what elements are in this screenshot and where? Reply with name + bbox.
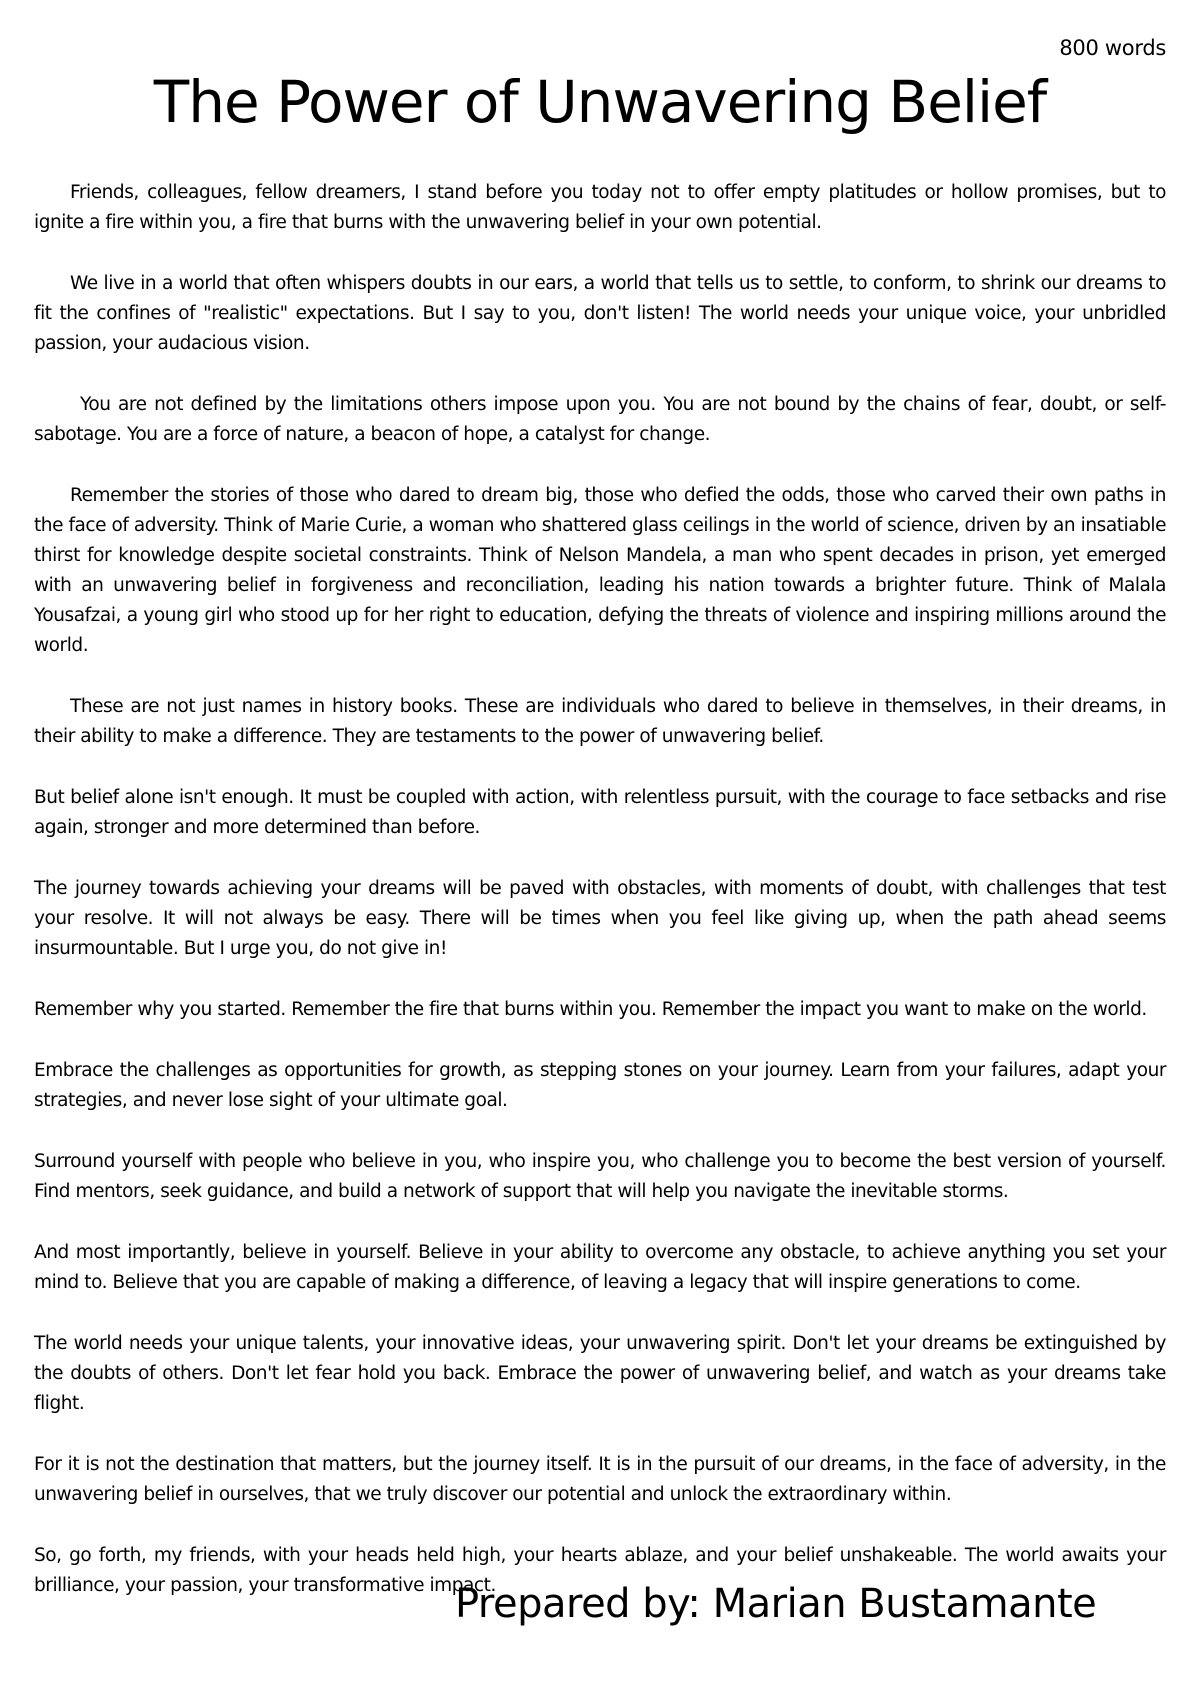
paragraph-14: So, go forth, my friends, with your heads held high, your hearts ablaze, and your belief unshakeable. The world awaits your brilliance, your passion, your transformative impact. [34,1545,1166,1596]
prepared-by: Prepared by: Marian Bustamante [455,1581,1097,1627]
paragraph-2: We live in a world that often whispers doubts in our ears, a world that tells us to settle, to conform, to shrink our dreams to fit the confines of "realistic" expectations. But I say to you, don't listen! The world needs your unique voice, your unbridled passion, your audacious vision. [34,273,1166,354]
paragraph-4: Remember the stories of those who dared to dream big, those who defied the odds, those who carved their own paths in the face of adversity. Think of Marie Curie, a woman who shattered glass ceilings in the world of science, driven by an insatiable thirst for knowledge despite societal constraints. Think of Nelson Mandela, a man who spent decades in prison, yet emerged with an unwavering belief in forgiveness and reconciliation, leading his nation towards a brighter future. Think of Malala Yousafzai, a young girl who stood up for her right to education, defying the threats of violence and inspiring millions around the world. [34,485,1166,656]
word-count: 800 words [1059,36,1166,60]
paragraph-6: But belief alone isn't enough. It must be coupled with action, with relentless pursuit, with the courage to face setbacks and rise again, stronger and more determined than before. [34,787,1166,838]
paragraph-7: The journey towards achieving your dreams will be paved with obstacles, with moments of doubt, with challenges that test your resolve. It will not always be easy. There will be times when you feel like giving up, when the path ahead seems insurmountable. But I urge you, do not give in! [34,878,1166,959]
paragraph-10: Surround yourself with people who believe in you, who inspire you, who challenge you to become the best version of yourself. Find mentors, seek guidance, and build a network of support that will help you navigate the inevitable storms. [34,1151,1166,1202]
paragraph-11: And most importantly, believe in yourself. Believe in your ability to overcome any obstacle, to achieve anything you set your mind to. Believe that you are capable of making a difference, of leaving a legacy that will inspire generations to come. [34,1242,1166,1293]
paragraph-5: These are not just names in history books. These are individuals who dared to believe in themselves, in their dreams, in their ability to make a difference. They are testaments to the power of unwavering belief. [34,696,1166,747]
speech-body [34,178,1166,1632]
paragraph-9: Embrace the challenges as opportunities for growth, as stepping stones on your journey. Learn from your failures, adapt your strategies, and never lose sight of your ultimate goal. [34,1060,1166,1111]
paragraph-3: You are not defined by the limitations others impose upon you. You are not bound by the chains of fear, doubt, or self-sabotage. You are a force of nature, a beacon of hope, a catalyst for change. [34,394,1166,445]
paragraph-1: Friends, colleagues, fellow dreamers, I stand before you today not to offer empty platitudes or hollow promises, but to ignite a fire within you, a fire that burns with the unwavering belief in your own potential. [34,182,1166,233]
document-title: The Power of Unwavering Belief [153,68,1047,136]
paragraph-8: Remember why you started. Remember the fire that burns within you. Remember the impact you want to make on the world. [34,999,1147,1020]
paragraph-12: The world needs your unique talents, your innovative ideas, your unwavering spirit. Don't let your dreams be extinguished by the doubts of others. Don't let fear hold you back. Embrace the power of unwavering belief, and watch as your dreams take flight. [34,1333,1166,1414]
paragraph-13: For it is not the destination that matters, but the journey itself. It is in the pursuit of our dreams, in the face of adversity, in the unwavering belief in ourselves, that we truly discover our potential and unlock the extraordinary within. [34,1454,1166,1505]
